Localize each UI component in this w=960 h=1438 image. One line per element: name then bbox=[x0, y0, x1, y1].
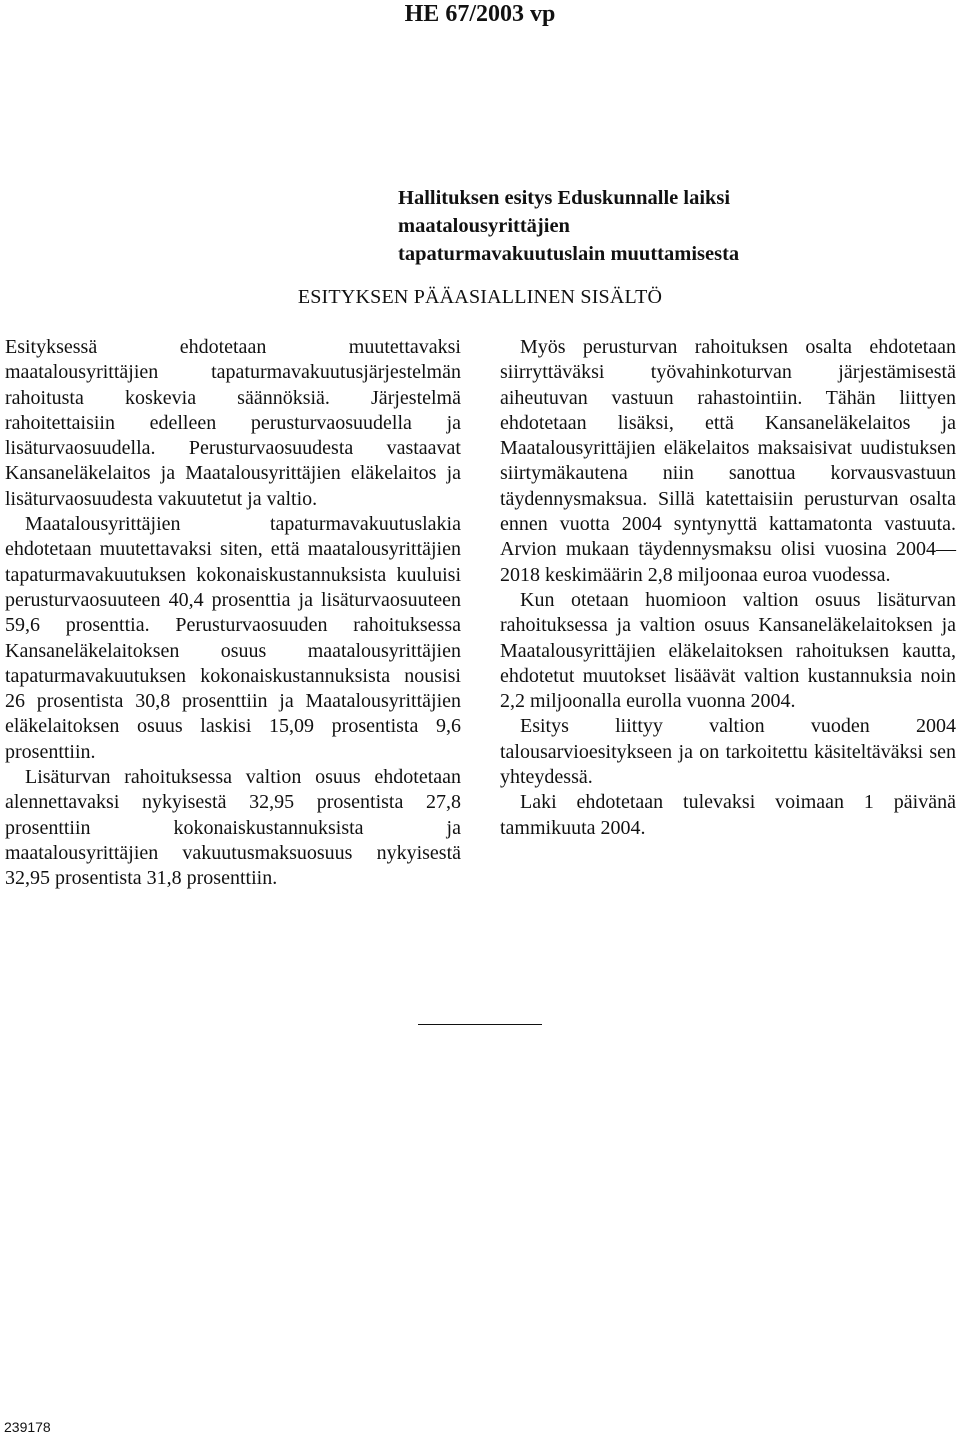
right-paragraph-2: Kun otetaan huomioon valtion osuus lisäturvan rahoituksessa ja valtion osuus Kansaneläkelaitoksen ja Maatalousyrittäjien eläkelaitoksen rahoituksen kautta, ehdotetut muutokset lisäävät valtion kustannuksia noin 2,2 miljoonalla eurolla vuonna 2004. bbox=[500, 588, 956, 713]
end-divider bbox=[418, 1024, 542, 1025]
right-paragraph-3: Esitys liittyy valtion vuoden 2004 talousarvioesitykseen ja on tarkoitettu käsiteltäväksi sen yhteydessä. bbox=[500, 715, 956, 789]
document-title: Hallituksen esitys Eduskunnalle laiksi maatalousyrittäjien tapaturmavakuutuslain muuttamisesta bbox=[398, 187, 740, 265]
left-paragraph-2: Maatalousyrittäjien tapaturmavakuutuslakia ehdotetaan muutettavaksi siten, että maatalousyrittäjien tapaturmavakuutuksen kokonaiskustannuksista kuuluisi perusturvaosuuteen 40,4 prosenttia ja lisäturvaosuuteen 59,6 prosenttia. Perusturvaosuuden rahoituksessa Kansaneläkelaitoksen osuus maatalousyrittäjien tapaturmavakuutuksen kokonaiskustannuksista nousisi 26 prosentista 30,8 prosenttiin ja Maatalousyrittäjien eläkelaitoksen osuus laskisi 15,09 prosentista 9,6 prosenttiin. bbox=[5, 513, 461, 763]
left-column bbox=[5, 335, 461, 892]
section-heading: ESITYKSEN PÄÄASIALLINEN SISÄLTÖ bbox=[297, 286, 663, 308]
footer-code: 239178 bbox=[4, 1419, 51, 1435]
left-paragraph-1: Esityksessä ehdotetaan muutettavaksi maatalousyrittäjien tapaturmavakuutusjärjestelmän rahoitusta koskevia säännöksiä. Järjestelmä rahoitettaisiin edelleen perusturvaosuudella ja lisäturvaosuudella. Perusturvaosuudesta vastaavat Kansaneläkelaitos ja Maatalousyrittäjien eläkelaitos ja lisäturvaosuudesta vakuutetut ja valtio. bbox=[5, 336, 461, 510]
right-paragraph-1: Myös perusturvan rahoituksen osalta ehdotetaan siirryttäväksi työvahinkoturvan järjestämisestä aiheutuvan vastuun rahastointiin. Tähän liittyen ehdotetaan lisäksi, että Kansaneläkelaitos ja Maatalousyrittäjien eläkelaitos maksaisivat uudistuksen siirtymäkautena niin sanottua korvausvastuun täydennysmaksua. Sillä katettaisiin perusturvan osalta ennen vuotta 2004 syntynyttä kattamatonta vastuuta. Arvion mukaan täydennysmaksu olisi vuosina 2004—2018 keskimäärin 2,8 miljoonaa euroa vuodessa. bbox=[500, 336, 956, 586]
left-paragraph-3: Lisäturvan rahoituksessa valtion osuus ehdotetaan alennettavaksi nykyisestä 32,95 prosentista 27,8 prosenttiin kokonaiskustannuksista ja maatalousyrittäjien vakuutusmaksuosuus nykyisestä 32,95 prosentista 31,8 prosenttiin. bbox=[5, 766, 461, 890]
right-paragraph-4: Laki ehdotetaan tulevaksi voimaan 1 päivänä tammikuuta 2004. bbox=[500, 791, 956, 839]
right-column bbox=[500, 335, 956, 841]
document-id: HE 67/2003 vp bbox=[404, 1, 556, 27]
